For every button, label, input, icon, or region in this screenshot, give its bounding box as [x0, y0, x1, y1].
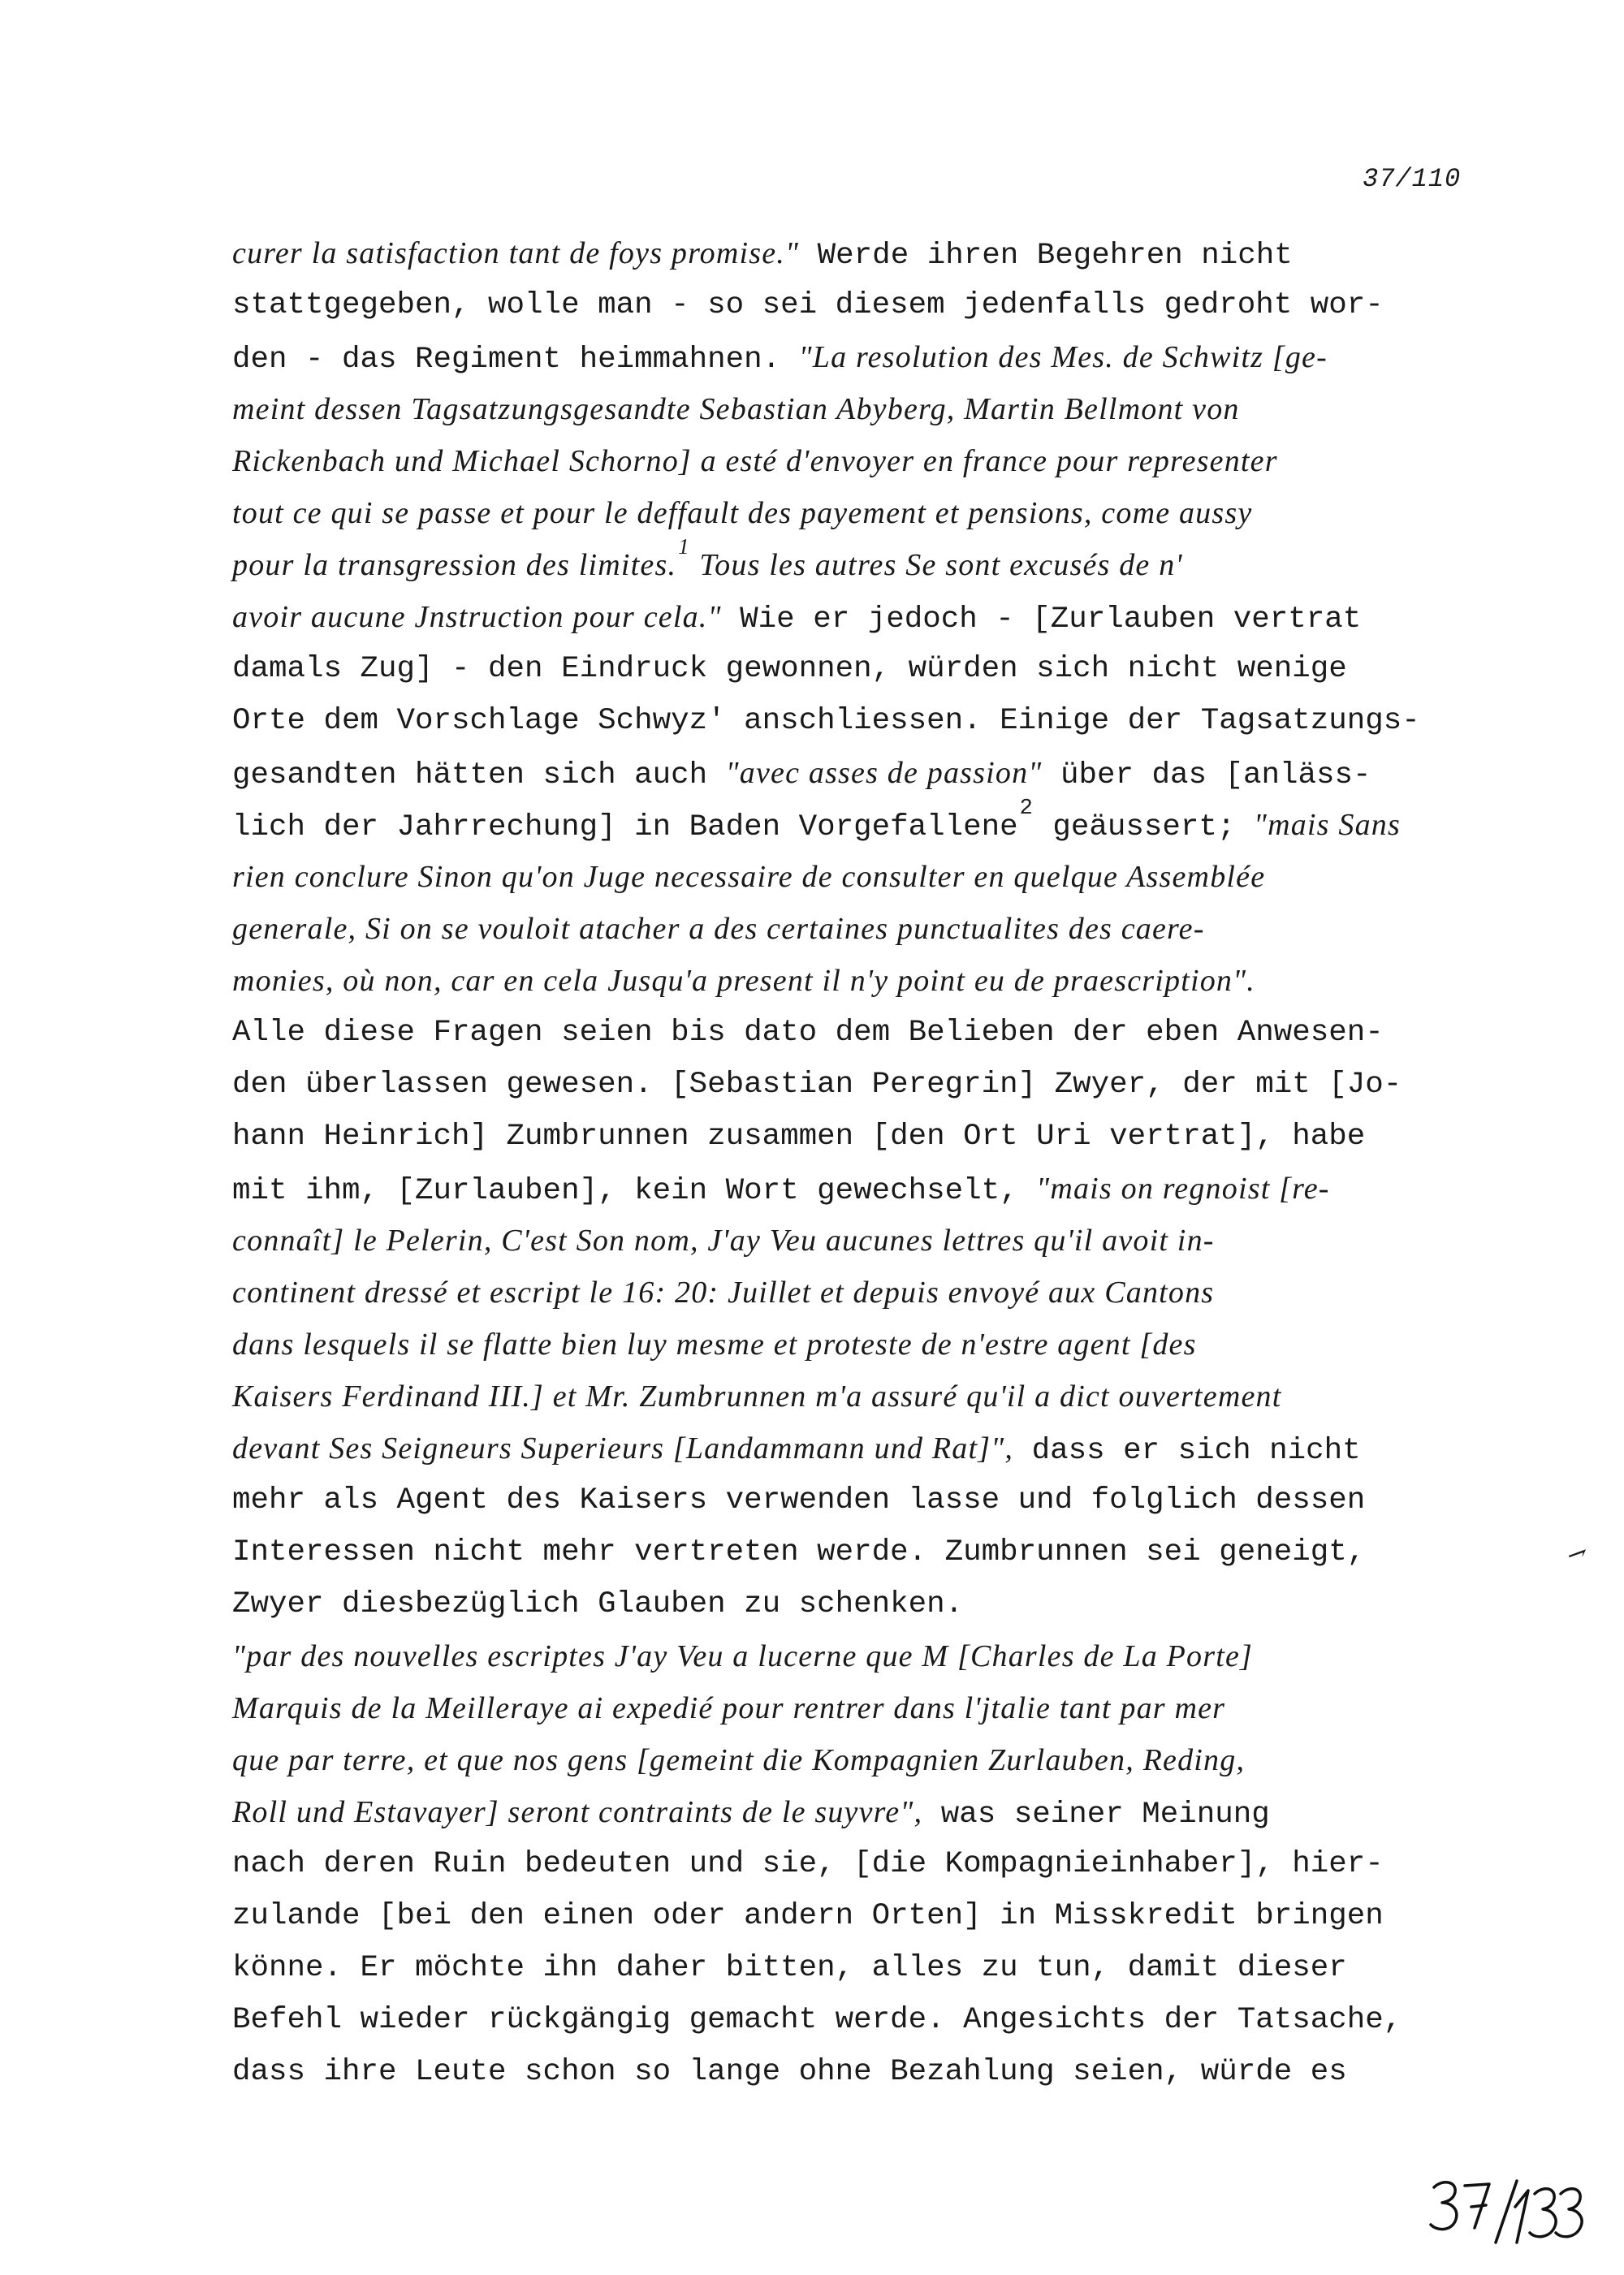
quoted-source-text: continent dressé et escript le 16: 20: Juillet et depuis envoyé aux Cantons — [232, 1276, 1215, 1310]
quoted-source-text: "La resolution des Mes. de Schwitz [ge- — [798, 340, 1328, 374]
text-line — [232, 1218, 1515, 1270]
quoted-source-text: rien conclure Sinon qu'on Juge necessaire de consulter en quelque Assemblée — [232, 860, 1266, 894]
text-line — [232, 386, 1515, 438]
text-line — [232, 1426, 1515, 1478]
text-line — [232, 335, 1515, 386]
quoted-source-text: devant Ses Seigneurs Superieurs [Landammann und Rat]", — [232, 1431, 1014, 1466]
text-segment: dass ihre Leute schon so lange ohne Bezahlung seien, würde es — [232, 2055, 1347, 2089]
text-line — [232, 646, 1515, 698]
text-line — [232, 1530, 1515, 1582]
text-segment: den überlassen gewesen. [Sebastian Peregrin] Zwyer, der mit [Jo- — [232, 1068, 1402, 1102]
quoted-source-text: Roll und Estavayer] seront contraints de le suyvre", — [232, 1795, 923, 1829]
text-segment: damals Zug] - den Eindruck gewonnen, würden sich nicht wenige — [232, 652, 1347, 686]
text-line — [232, 2049, 1515, 2101]
text-line — [232, 231, 1515, 283]
text-segment: mehr als Agent des Kaisers verwenden lasse und folglich dessen — [232, 1483, 1366, 1517]
text-segment: Orte dem Vorschlage Schwyz' anschliessen. Einige der Tagsatzungs- — [232, 704, 1420, 738]
page-number: 37/110 — [1363, 164, 1462, 194]
quoted-source-text: avoir aucune Jnstruction pour cela." — [232, 600, 722, 634]
quoted-source-text: generale, Si on se vouloit atacher a des certaines punctualites des caere- — [232, 912, 1205, 946]
quoted-source-text: "mais on regnoist [re- — [1036, 1172, 1330, 1206]
text-segment: was seiner Meinung — [922, 1798, 1270, 1832]
text-line — [232, 958, 1515, 1010]
text-segment: zulande [bei den einen oder andern Orten] in Misskredit bringen — [232, 1899, 1384, 1933]
text-line — [232, 1945, 1515, 1997]
text-line — [232, 283, 1515, 335]
text-line — [232, 1634, 1515, 1686]
margin-mark-icon: ⇁ — [1562, 1536, 1592, 1571]
text-segment: Zwyer diesbezüglich Glauben zu schenken. — [232, 1587, 964, 1621]
text-segment: mit ihm, [Zurlauben], kein Wort gewechselt, — [232, 1174, 1037, 1208]
text-segment: gesandten hätten sich auch — [232, 758, 726, 792]
quoted-source-text: Marquis de la Meilleraye ai expedié pour rentrer dans l'jtalie tant par mer — [232, 1691, 1226, 1725]
quoted-source-text: Rickenbach und Michael Schorno] a esté d'envoyer en france pour representer — [232, 444, 1278, 478]
text-segment: lich der Jahrrechung] in Baden Vorgefallene — [232, 810, 1018, 844]
text-segment: Wie er jedoch - [Zurlauben vertrat — [721, 602, 1362, 637]
text-line — [232, 698, 1515, 750]
footnote-marker: 1 — [678, 534, 689, 559]
text-segment: nach deren Ruin bedeuten und sie, [die Kompagnieinhaber], hier- — [232, 1847, 1384, 1881]
text-segment: dass er sich nicht — [1013, 1434, 1361, 1468]
quoted-source-text: curer la satisfaction tant de foys promise." — [232, 236, 800, 270]
text-segment: hann Heinrich] Zumbrunnen zusammen [den Ort Uri vertrat], habe — [232, 1120, 1366, 1154]
text-line — [232, 1841, 1515, 1893]
quoted-source-text: que par terre, et que nos gens [gemeint die Kompagnien Zurlauben, Reding, — [232, 1743, 1246, 1777]
text-line — [232, 1686, 1515, 1738]
footnote-marker: 2 — [1019, 796, 1033, 821]
text-segment: geäussert; — [1034, 810, 1254, 844]
quoted-source-text: pour la transgression des limites. — [232, 548, 677, 582]
body-text — [232, 231, 1515, 2101]
text-segment: Befehl wieder rückgängig gemacht werde. Angesichts der Tatsache, — [232, 2003, 1402, 2037]
text-line — [232, 796, 1515, 854]
handwritten-number-drawing — [1427, 2176, 1590, 2249]
text-line — [232, 1738, 1515, 1789]
quoted-source-text: Kaisers Ferdinand III.] et Mr. Zumbrunnen m'a assuré qu'il a dict ouvertement — [232, 1379, 1282, 1414]
text-line — [232, 1478, 1515, 1530]
text-line — [232, 594, 1515, 646]
quoted-source-text: dans lesquels il se flatte bien luy mesme et proteste de n'estre agent [des — [232, 1327, 1197, 1362]
quoted-source-text: connaît] le Pelerin, C'est Son nom, J'ay Veu aucunes lettres qu'il avoit in- — [232, 1224, 1215, 1258]
text-line — [232, 490, 1515, 542]
quoted-source-text: "mais Sans — [1253, 808, 1401, 842]
quoted-source-text: monies, où non, car en cela Jusqu'a present il n'y point eu de praescription". — [232, 964, 1255, 998]
text-line — [232, 534, 1515, 594]
quoted-source-text: Tous les autres Se sont excusés de n' — [690, 548, 1183, 582]
quoted-source-text: meint dessen Tagsatzungsgesandte Sebastian Abyberg, Martin Bellmont von — [232, 392, 1240, 426]
text-line — [232, 1062, 1515, 1114]
text-segment: den - das Regiment heimmahnen. — [232, 343, 799, 377]
text-segment: könne. Er möchte ihn daher bitten, alles zu tun, damit dieser — [232, 1951, 1347, 1985]
text-segment: Interessen nicht mehr vertreten werde. Zumbrunnen sei geneigt, — [232, 1535, 1366, 1569]
text-line — [232, 1789, 1515, 1841]
text-line — [232, 1893, 1515, 1945]
text-line — [232, 1322, 1515, 1374]
quoted-source-text: "avec asses de passion" — [725, 756, 1043, 790]
text-line — [232, 750, 1515, 802]
text-line — [232, 854, 1515, 906]
text-line — [232, 1166, 1515, 1218]
quoted-source-text: "par des nouvelles escriptes J'ay Veu a lucerne que M [Charles de La Porte] — [232, 1639, 1254, 1673]
text-line — [232, 1010, 1515, 1062]
text-line — [232, 1582, 1515, 1634]
text-segment: stattgegeben, wolle man - so sei diesem jedenfalls gedroht wor- — [232, 288, 1384, 322]
handwritten-page-number — [1427, 2176, 1590, 2253]
text-line — [232, 438, 1515, 490]
text-segment: über das [anläss- — [1042, 758, 1371, 792]
text-line — [232, 1374, 1515, 1426]
text-line — [232, 1114, 1515, 1166]
text-segment: Werde ihren Begehren nicht — [799, 239, 1293, 273]
text-segment: Alle diese Fragen seien bis dato dem Belieben der eben Anwesen- — [232, 1016, 1384, 1050]
text-line — [232, 906, 1515, 958]
text-line — [232, 1997, 1515, 2049]
quoted-source-text: tout ce qui se passe et pour le deffault des payement et pensions, come aussy — [232, 496, 1253, 530]
text-line — [232, 1270, 1515, 1322]
